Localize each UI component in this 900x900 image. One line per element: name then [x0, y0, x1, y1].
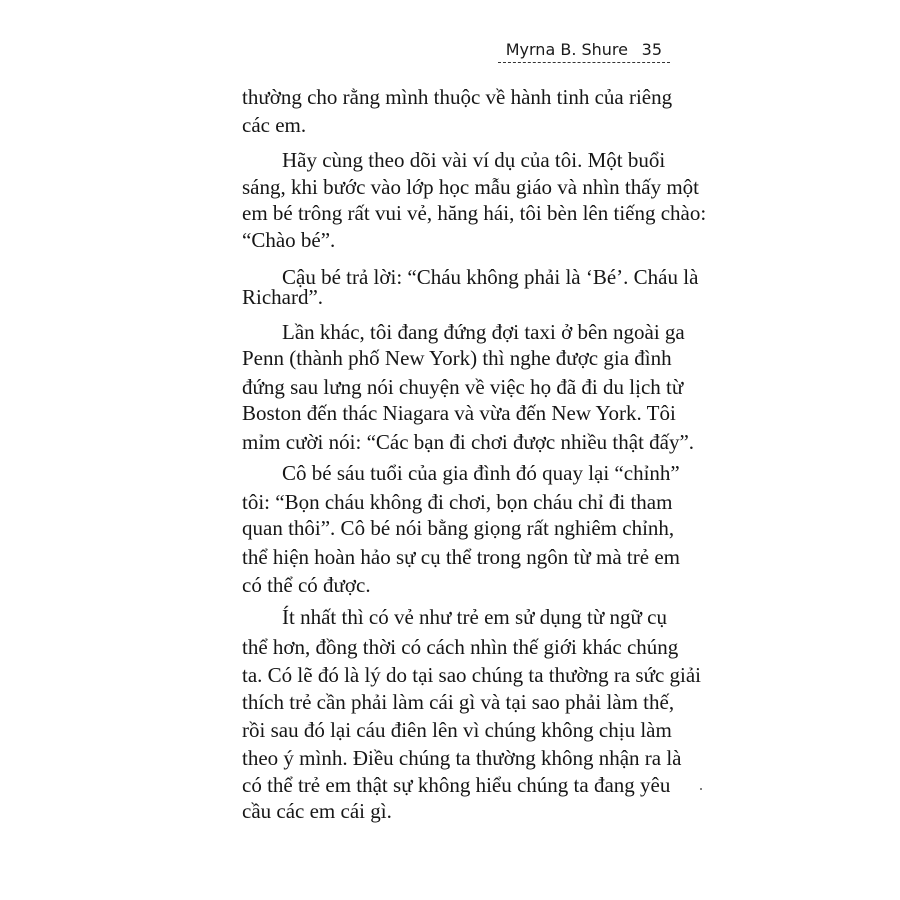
text-line: thường cho rằng mình thuộc về hành tinh của riêng	[242, 85, 673, 109]
text-line: ta. Có lẽ đó là lý do tại sao chúng ta thường ra sức giải	[242, 663, 702, 687]
text-line: Penn (thành phố New York) thì nghe được gia đình	[242, 346, 672, 370]
header-dashed-rule	[498, 62, 670, 63]
text-line: thể hiện hoàn hảo sự cụ thể trong ngôn từ mà trẻ em	[242, 545, 680, 569]
text-line: có thể trẻ em thật sự không hiểu chúng ta đang yêu	[242, 773, 671, 797]
text-line: cầu các em cái gì.	[242, 799, 392, 823]
text-line: Boston đến thác Niagara và vừa đến New York. Tôi	[242, 401, 676, 425]
header-author: Myrna B. Shure	[505, 40, 628, 59]
text-line: đứng sau lưng nói chuyện về việc họ đã đi du lịch từ	[242, 375, 684, 399]
text-line: Hãy cùng theo dõi vài ví dụ của tôi. Một buổi	[282, 148, 666, 172]
text-line: các em.	[242, 113, 307, 137]
text-line: quan thôi”. Cô bé nói bằng giọng rất nghiêm chỉnh,	[242, 516, 675, 540]
text-line: “Chào bé”.	[242, 228, 336, 252]
text-line: có thể có được.	[242, 573, 371, 597]
text-line: Cậu bé trả lời: “Cháu không phải là ‘Bé’. Cháu là	[282, 265, 699, 289]
text-line: rồi sau đó lại cáu điên lên vì chúng không chịu làm	[242, 718, 672, 742]
text-line: Ít nhất thì có vẻ như trẻ em sử dụng từ ngữ cụ	[282, 605, 667, 629]
text-line: Richard”.	[242, 285, 324, 309]
text-line: tôi: “Bọn cháu không đi chơi, bọn cháu chỉ đi tham	[242, 490, 673, 514]
text-line: sáng, khi bước vào lớp học mẫu giáo và nhìn thấy một	[242, 175, 700, 199]
scan-speck	[700, 788, 702, 790]
text-line: em bé trông rất vui vẻ, hăng hái, tôi bèn lên tiếng chào:	[242, 201, 707, 225]
text-line: theo ý mình. Điều chúng ta thường không nhận ra là	[242, 746, 682, 770]
running-header	[500, 40, 668, 62]
page-number: 35	[641, 40, 662, 59]
text-line: thích trẻ cần phải làm cái gì và tại sao phải làm thế,	[242, 690, 675, 714]
text-line: Lần khác, tôi đang đứng đợi taxi ở bên ngoài ga	[282, 320, 685, 344]
text-line: Cô bé sáu tuổi của gia đình đó quay lại “chỉnh”	[282, 461, 680, 485]
text-line: thể hơn, đồng thời có cách nhìn thế giới khác chúng	[242, 635, 679, 659]
text-line: mỉm cười nói: “Các bạn đi chơi được nhiều thật đấy”.	[242, 430, 695, 454]
